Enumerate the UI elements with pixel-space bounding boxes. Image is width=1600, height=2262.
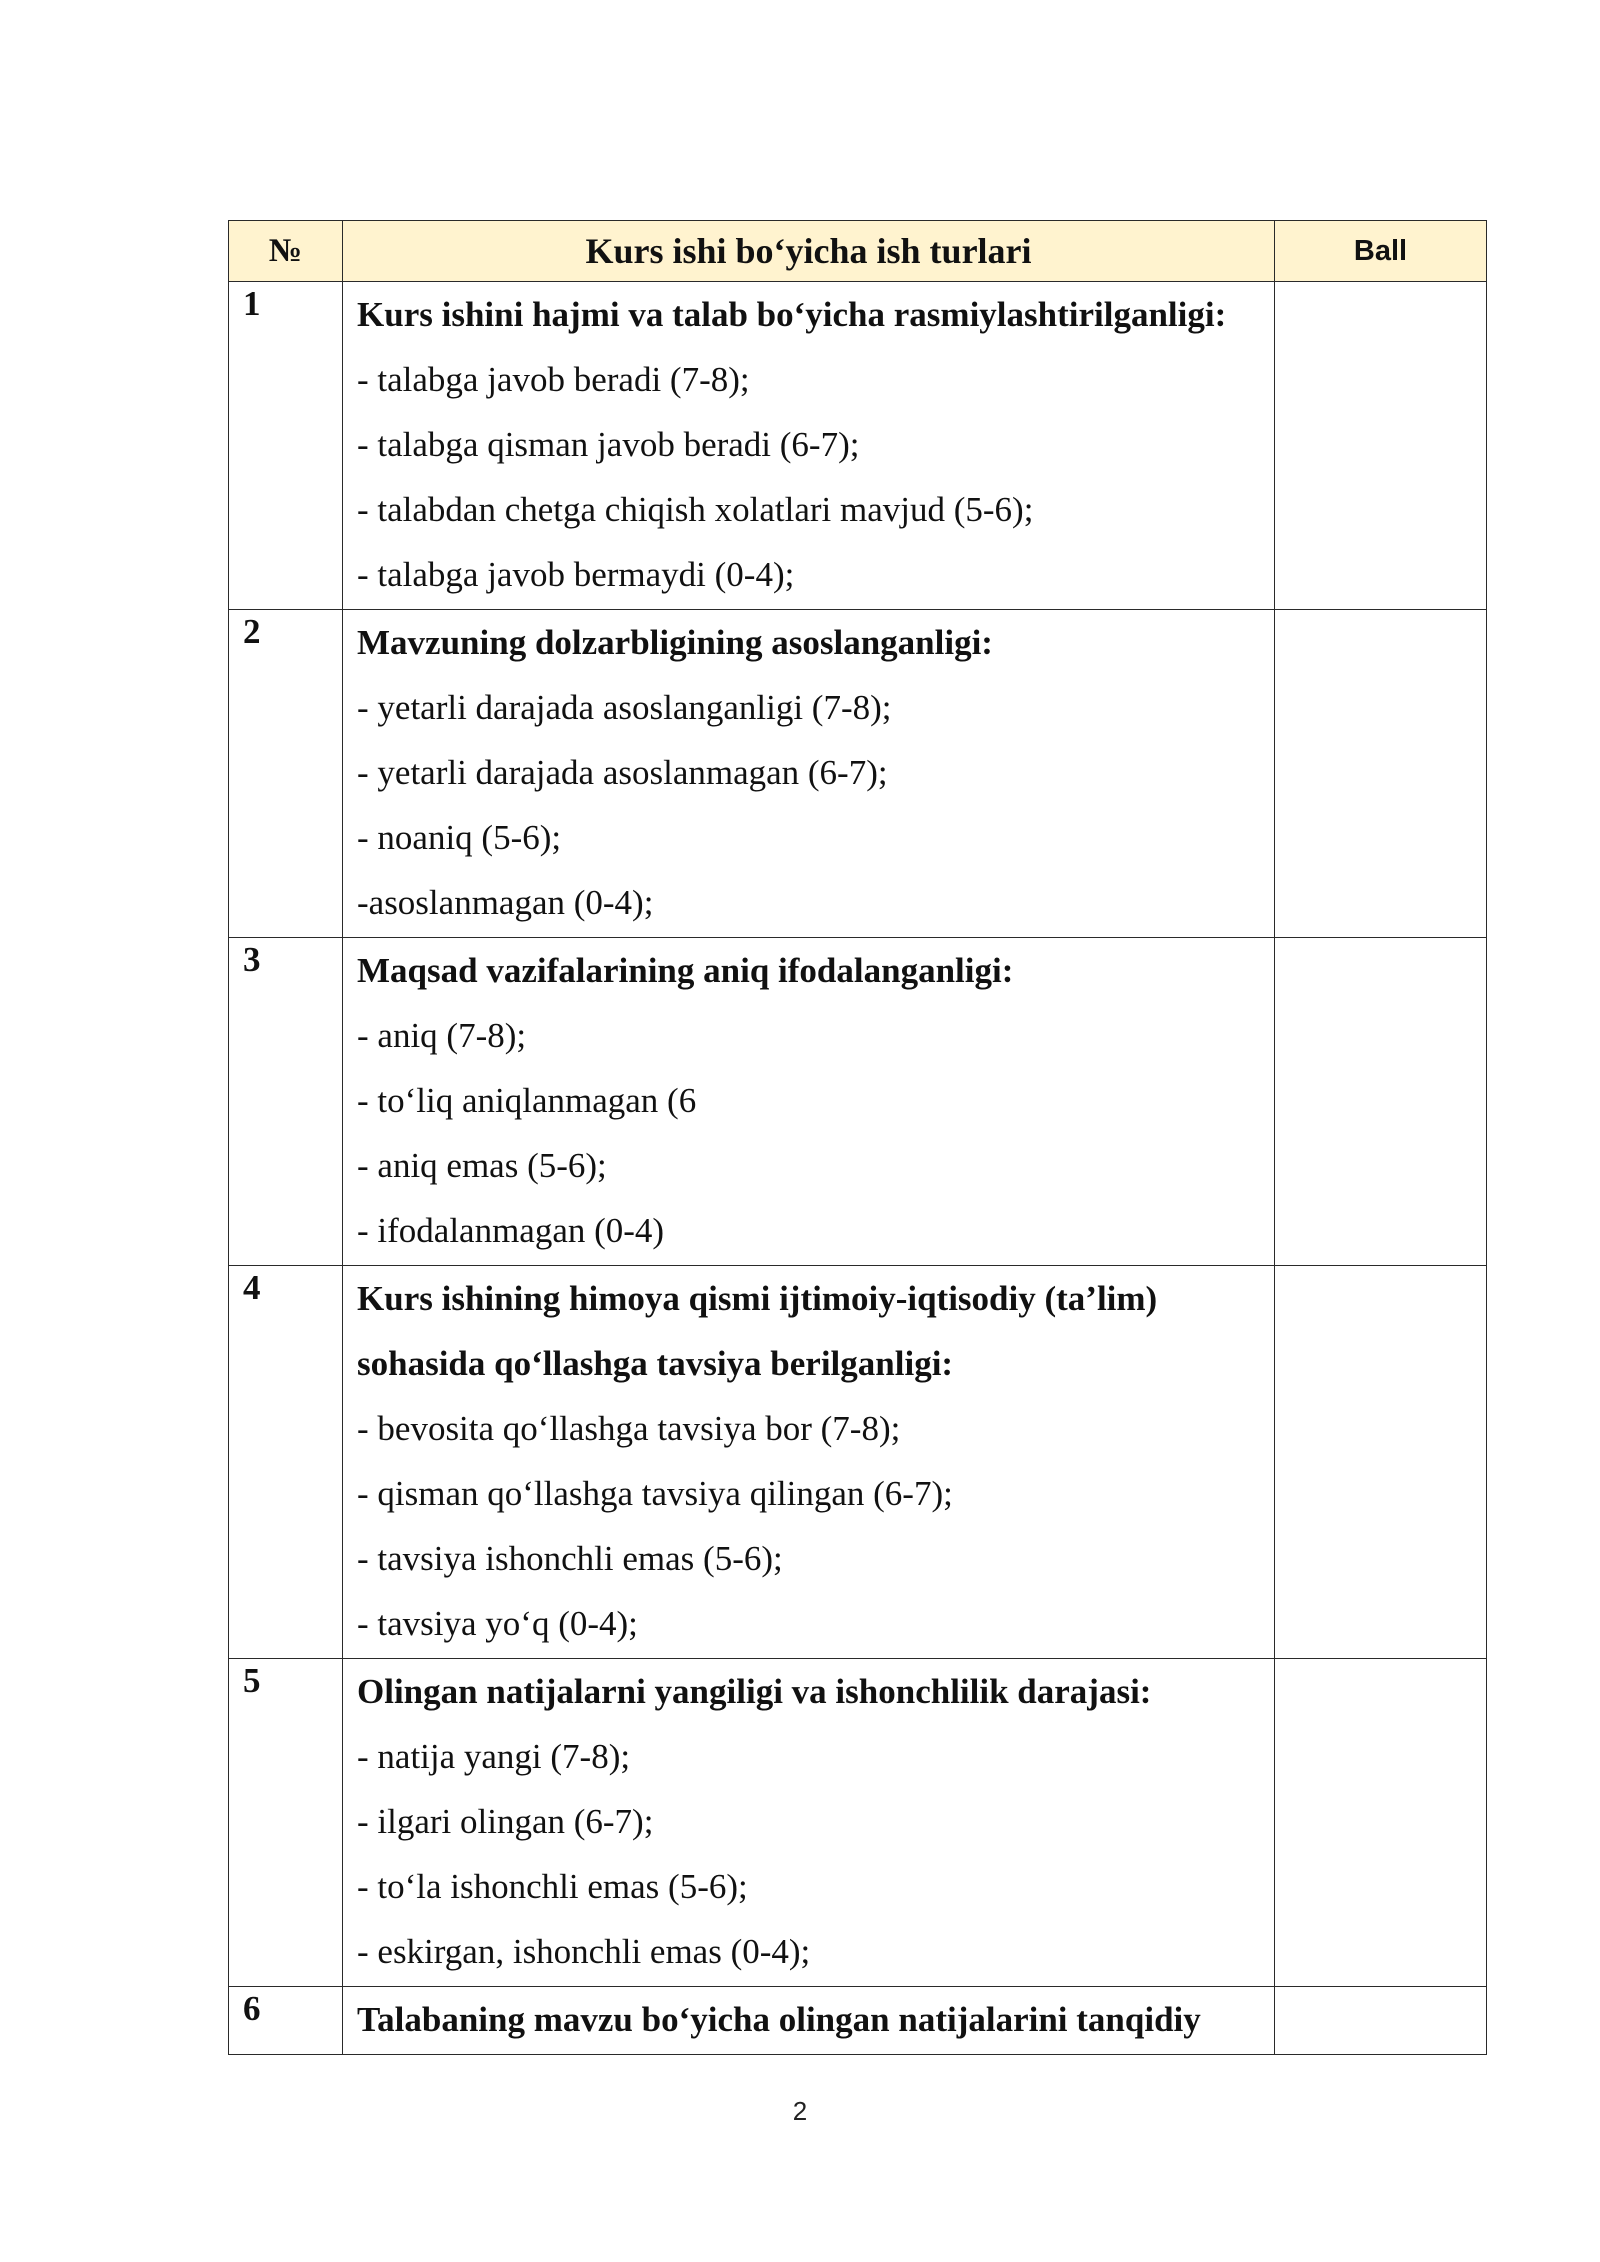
header-number: № [229,221,343,282]
criterion-option: - talabdan chetga chiqish xolatlari mavjud (5-6); [357,490,1034,529]
table-row [229,1659,1487,1987]
criterion-cell [343,938,1275,1266]
criterion-title: Maqsad vazifalarining aniq ifodalanganligi: [357,951,1014,990]
score-cell[interactable] [1275,1266,1487,1659]
criterion-cell [343,282,1275,610]
criterion-option: - talabga qisman javob beradi (6-7); [357,425,860,464]
table-header-row [229,221,1487,282]
table-row [229,938,1487,1266]
criterion-title: Kurs ishining himoya qismi ijtimoiy-iqtisodiy (ta’lim) sohasida qo‘llashga tavsiya berilganligi: [357,1279,1158,1383]
criterion-option: - talabga javob beradi (7-8); [357,360,750,399]
criterion-option: -asoslanmagan (0-4); [357,883,654,922]
table-row [229,1266,1487,1659]
criterion-option: - qisman qo‘llashga tavsiya qilingan (6-7); [357,1474,953,1513]
criterion-option: - tavsiya yo‘q (0-4); [357,1604,638,1643]
row-number: 4 [229,1266,343,1659]
criterion-cell [343,1266,1275,1659]
row-number: 5 [229,1659,343,1987]
score-cell[interactable] [1275,282,1487,610]
row-number: 3 [229,938,343,1266]
table-row [229,282,1487,610]
criterion-option: - to‘la ishonchli emas (5-6); [357,1867,748,1906]
criterion-option: - aniq emas (5-6); [357,1146,607,1185]
criterion-cell [343,1987,1275,2055]
score-cell[interactable] [1275,610,1487,938]
criterion-option: - talabga javob bermaydi (0-4); [357,555,795,594]
criterion-option: - natija yangi (7-8); [357,1737,631,1776]
table-row [229,1987,1487,2055]
criterion-option: - noaniq (5-6); [357,818,562,857]
criterion-option: - eskirgan, ishonchli emas (0-4); [357,1932,811,1971]
criterion-cell [343,1659,1275,1987]
header-score: Ball [1275,221,1487,282]
score-cell[interactable] [1275,938,1487,1266]
row-number: 1 [229,282,343,610]
criterion-option: - ifodalanmagan (0-4) [357,1211,665,1250]
criterion-option: - ilgari olingan (6-7); [357,1802,654,1841]
score-cell[interactable] [1275,1987,1487,2055]
criterion-title: Olingan natijalarni yangiligi va ishonchlilik darajasi: [357,1672,1152,1711]
grading-table [228,220,1487,2055]
criterion-option: - to‘liq aniqlanmagan (6 [357,1081,697,1120]
page-number: 2 [792,2096,808,2126]
table-row [229,610,1487,938]
criterion-cell [343,610,1275,938]
criterion-title: Kurs ishini hajmi va talab bo‘yicha rasmiylashtirilganligi: [357,295,1227,334]
score-cell[interactable] [1275,1659,1487,1987]
criterion-option: - aniq (7-8); [357,1016,527,1055]
header-work-types: Kurs ishi bo‘yicha ish turlari [343,221,1275,282]
criterion-option: - yetarli darajada asoslanganligi (7-8); [357,688,892,727]
criterion-title: Mavzuning dolzarbligining asoslanganligi: [357,623,993,662]
criterion-option: - yetarli darajada asoslanmagan (6-7); [357,753,888,792]
criterion-option: - bevosita qo‘llashga tavsiya bor (7-8); [357,1409,901,1448]
grading-table-container [228,220,1486,2055]
row-number: 2 [229,610,343,938]
row-number: 6 [229,1987,343,2055]
criterion-title: Talabaning mavzu bo‘yicha olingan natijalarini tanqidiy [357,2000,1201,2039]
criterion-option: - tavsiya ishonchli emas (5-6); [357,1539,783,1578]
